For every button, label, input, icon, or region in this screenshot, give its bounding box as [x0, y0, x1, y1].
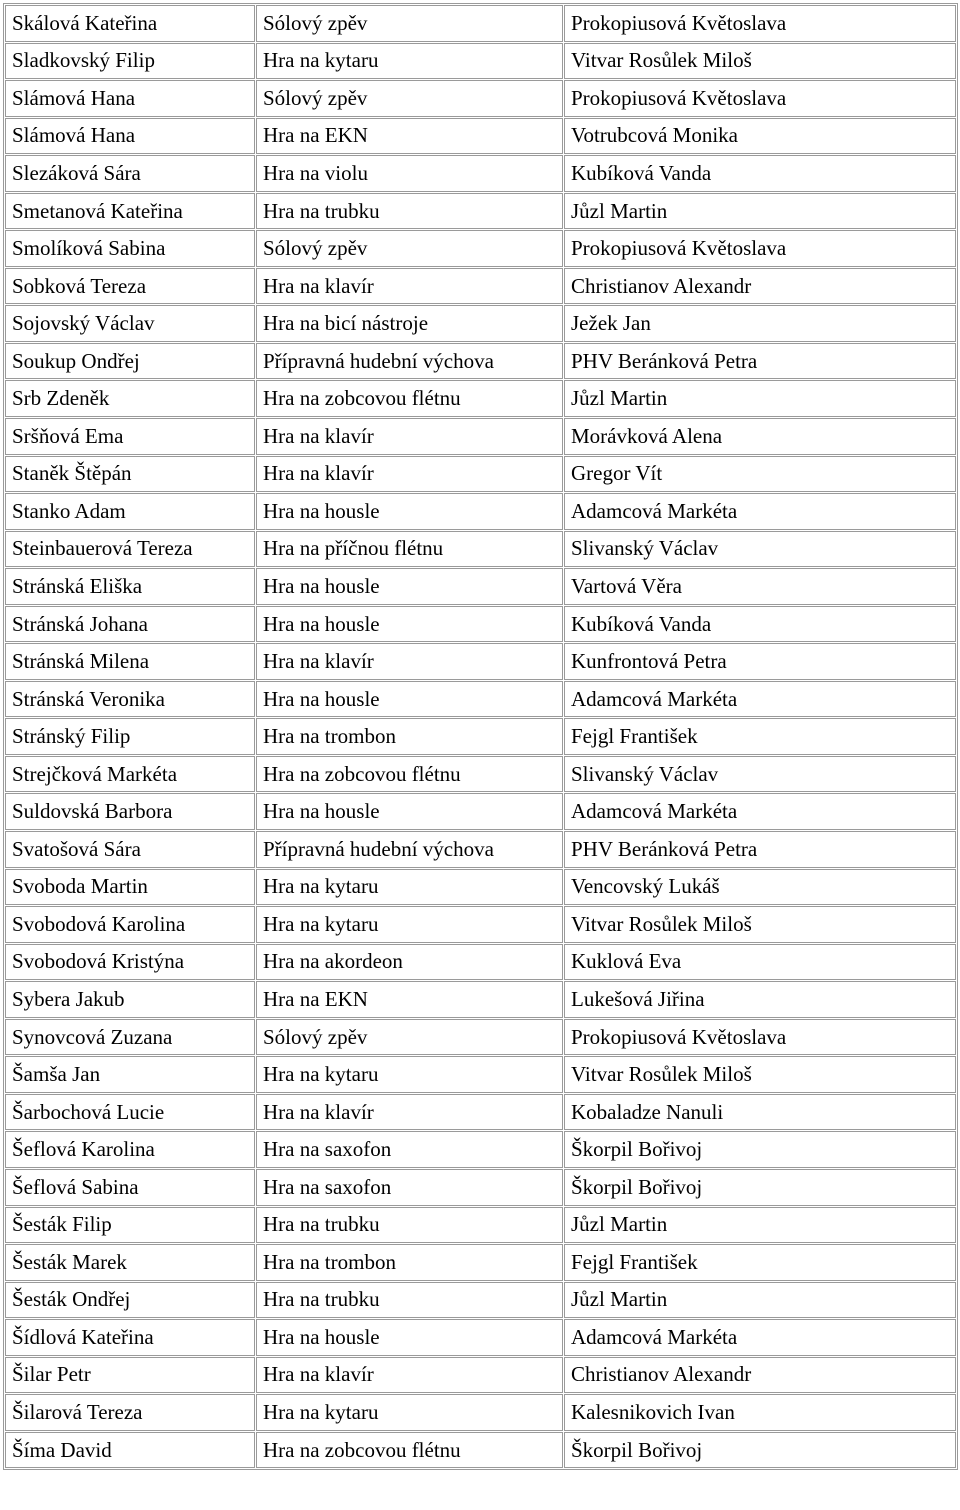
- roster-body: [5, 5, 956, 1468]
- subject-cell: Hra na housle: [256, 606, 563, 643]
- subject-cell: Hra na housle: [256, 568, 563, 605]
- subject-cell: Sólový zpěv: [256, 1019, 563, 1056]
- student-name-cell: Steinbauerová Tereza: [5, 531, 255, 568]
- table-row: [5, 1056, 956, 1093]
- table-row: [5, 456, 956, 493]
- teacher-cell: Jůzl Martin: [564, 380, 956, 417]
- student-name-cell: Suldovská Barbora: [5, 793, 255, 830]
- teacher-cell: Prokopiusová Květoslava: [564, 5, 956, 42]
- teacher-cell: Slivanský Václav: [564, 531, 956, 568]
- subject-cell: Hra na saxofon: [256, 1131, 563, 1168]
- subject-cell: Hra na kytaru: [256, 906, 563, 943]
- table-row: [5, 155, 956, 192]
- table-row: [5, 1094, 956, 1131]
- subject-cell: Přípravná hudební výchova: [256, 343, 563, 380]
- student-name-cell: Šesták Marek: [5, 1244, 255, 1281]
- table-row: [5, 418, 956, 455]
- subject-cell: Hra na klavír: [256, 1094, 563, 1131]
- student-name-cell: Svoboda Martin: [5, 869, 255, 906]
- table-row: [5, 756, 956, 793]
- teacher-cell: Kuklová Eva: [564, 944, 956, 981]
- teacher-cell: Jůzl Martin: [564, 1207, 956, 1244]
- table-row: [5, 230, 956, 267]
- table-row: [5, 305, 956, 342]
- teacher-cell: Škorpil Bořivoj: [564, 1169, 956, 1206]
- subject-cell: Hra na klavír: [256, 1357, 563, 1394]
- table-row: [5, 793, 956, 830]
- table-row: [5, 380, 956, 417]
- table-row: [5, 1357, 956, 1394]
- table-row: [5, 906, 956, 943]
- table-row: [5, 718, 956, 755]
- teacher-cell: Kubíková Vanda: [564, 606, 956, 643]
- table-row: [5, 1282, 956, 1319]
- subject-cell: Hra na klavír: [256, 643, 563, 680]
- subject-cell: Hra na příčnou flétnu: [256, 531, 563, 568]
- teacher-cell: Škorpil Bořivoj: [564, 1131, 956, 1168]
- student-name-cell: Skálová Kateřina: [5, 5, 255, 42]
- teacher-cell: Vitvar Rosůlek Miloš: [564, 906, 956, 943]
- teacher-cell: Prokopiusová Květoslava: [564, 1019, 956, 1056]
- teacher-cell: Vitvar Rosůlek Miloš: [564, 43, 956, 80]
- teacher-cell: Vencovský Lukáš: [564, 869, 956, 906]
- student-name-cell: Stránský Filip: [5, 718, 255, 755]
- table-row: [5, 944, 956, 981]
- student-roster-sheet: [3, 3, 956, 1470]
- subject-cell: Hra na klavír: [256, 456, 563, 493]
- subject-cell: Hra na saxofon: [256, 1169, 563, 1206]
- student-name-cell: Stránská Milena: [5, 643, 255, 680]
- student-name-cell: Soukup Ondřej: [5, 343, 255, 380]
- teacher-cell: Gregor Vít: [564, 456, 956, 493]
- teacher-cell: Christianov Alexandr: [564, 1357, 956, 1394]
- student-name-cell: Smetanová Kateřina: [5, 193, 255, 230]
- student-roster-table: [3, 3, 958, 1470]
- table-row: [5, 1207, 956, 1244]
- subject-cell: Hra na housle: [256, 793, 563, 830]
- subject-cell: Hra na zobcovou flétnu: [256, 380, 563, 417]
- subject-cell: Hra na housle: [256, 493, 563, 530]
- teacher-cell: Lukešová Jiřina: [564, 981, 956, 1018]
- teacher-cell: Jůzl Martin: [564, 1282, 956, 1319]
- teacher-cell: Slivanský Václav: [564, 756, 956, 793]
- student-name-cell: Šarbochová Lucie: [5, 1094, 255, 1131]
- student-name-cell: Svobodová Kristýna: [5, 944, 255, 981]
- table-row: [5, 493, 956, 530]
- subject-cell: Hra na zobcovou flétnu: [256, 756, 563, 793]
- teacher-cell: Jůzl Martin: [564, 193, 956, 230]
- table-row: [5, 268, 956, 305]
- teacher-cell: Prokopiusová Květoslava: [564, 80, 956, 117]
- student-name-cell: Šíma David: [5, 1432, 255, 1469]
- table-row: [5, 118, 956, 155]
- teacher-cell: PHV Beránková Petra: [564, 831, 956, 868]
- student-name-cell: Smolíková Sabina: [5, 230, 255, 267]
- subject-cell: Hra na kytaru: [256, 1056, 563, 1093]
- table-row: [5, 343, 956, 380]
- subject-cell: Sólový zpěv: [256, 230, 563, 267]
- student-name-cell: Stránská Eliška: [5, 568, 255, 605]
- table-row: [5, 531, 956, 568]
- subject-cell: Hra na klavír: [256, 268, 563, 305]
- teacher-cell: Adamcová Markéta: [564, 493, 956, 530]
- teacher-cell: Škorpil Bořivoj: [564, 1432, 956, 1469]
- student-name-cell: Stanko Adam: [5, 493, 255, 530]
- teacher-cell: Ježek Jan: [564, 305, 956, 342]
- student-name-cell: Strejčková Markéta: [5, 756, 255, 793]
- student-name-cell: Sršňová Ema: [5, 418, 255, 455]
- subject-cell: Hra na housle: [256, 681, 563, 718]
- teacher-cell: Votrubcová Monika: [564, 118, 956, 155]
- teacher-cell: Kalesnikovich Ivan: [564, 1394, 956, 1431]
- teacher-cell: Morávková Alena: [564, 418, 956, 455]
- subject-cell: Hra na kytaru: [256, 1394, 563, 1431]
- student-name-cell: Slámová Hana: [5, 118, 255, 155]
- table-row: [5, 831, 956, 868]
- student-name-cell: Šesták Filip: [5, 1207, 255, 1244]
- teacher-cell: Vitvar Rosůlek Miloš: [564, 1056, 956, 1093]
- subject-cell: Sólový zpěv: [256, 80, 563, 117]
- subject-cell: Hra na klavír: [256, 418, 563, 455]
- table-row: [5, 1394, 956, 1431]
- subject-cell: Hra na EKN: [256, 981, 563, 1018]
- teacher-cell: Adamcová Markéta: [564, 1319, 956, 1356]
- table-row: [5, 1131, 956, 1168]
- teacher-cell: Fejgl František: [564, 718, 956, 755]
- teacher-cell: Vartová Věra: [564, 568, 956, 605]
- student-name-cell: Sybera Jakub: [5, 981, 255, 1018]
- subject-cell: Hra na housle: [256, 1319, 563, 1356]
- student-name-cell: Šeflová Sabina: [5, 1169, 255, 1206]
- table-row: [5, 193, 956, 230]
- table-row: [5, 80, 956, 117]
- student-name-cell: Šilarová Tereza: [5, 1394, 255, 1431]
- student-name-cell: Šamša Jan: [5, 1056, 255, 1093]
- table-row: [5, 643, 956, 680]
- subject-cell: Hra na trubku: [256, 193, 563, 230]
- student-name-cell: Svobodová Karolina: [5, 906, 255, 943]
- table-row: [5, 1432, 956, 1469]
- teacher-cell: Fejgl František: [564, 1244, 956, 1281]
- subject-cell: Hra na EKN: [256, 118, 563, 155]
- subject-cell: Hra na trubku: [256, 1282, 563, 1319]
- table-row: [5, 981, 956, 1018]
- student-name-cell: Šeflová Karolina: [5, 1131, 255, 1168]
- table-row: [5, 568, 956, 605]
- student-name-cell: Srb Zdeněk: [5, 380, 255, 417]
- subject-cell: Hra na trombon: [256, 1244, 563, 1281]
- table-row: [5, 1019, 956, 1056]
- teacher-cell: Adamcová Markéta: [564, 793, 956, 830]
- student-name-cell: Šesták Ondřej: [5, 1282, 255, 1319]
- teacher-cell: PHV Beránková Petra: [564, 343, 956, 380]
- table-row: [5, 869, 956, 906]
- student-name-cell: Slezáková Sára: [5, 155, 255, 192]
- subject-cell: Hra na zobcovou flétnu: [256, 1432, 563, 1469]
- student-name-cell: Sladkovský Filip: [5, 43, 255, 80]
- student-name-cell: Synovcová Zuzana: [5, 1019, 255, 1056]
- teacher-cell: Christianov Alexandr: [564, 268, 956, 305]
- subject-cell: Hra na violu: [256, 155, 563, 192]
- subject-cell: Hra na trombon: [256, 718, 563, 755]
- subject-cell: Přípravná hudební výchova: [256, 831, 563, 868]
- table-row: [5, 43, 956, 80]
- student-name-cell: Staněk Štěpán: [5, 456, 255, 493]
- table-row: [5, 681, 956, 718]
- student-name-cell: Šídlová Kateřina: [5, 1319, 255, 1356]
- table-row: [5, 1169, 956, 1206]
- table-row: [5, 1319, 956, 1356]
- subject-cell: Sólový zpěv: [256, 5, 563, 42]
- subject-cell: Hra na kytaru: [256, 43, 563, 80]
- teacher-cell: Kubíková Vanda: [564, 155, 956, 192]
- teacher-cell: Adamcová Markéta: [564, 681, 956, 718]
- subject-cell: Hra na akordeon: [256, 944, 563, 981]
- teacher-cell: Prokopiusová Květoslava: [564, 230, 956, 267]
- student-name-cell: Svatošová Sára: [5, 831, 255, 868]
- table-row: [5, 1244, 956, 1281]
- subject-cell: Hra na bicí nástroje: [256, 305, 563, 342]
- student-name-cell: Šilar Petr: [5, 1357, 255, 1394]
- student-name-cell: Slámová Hana: [5, 80, 255, 117]
- subject-cell: Hra na kytaru: [256, 869, 563, 906]
- teacher-cell: Kunfrontová Petra: [564, 643, 956, 680]
- subject-cell: Hra na trubku: [256, 1207, 563, 1244]
- table-row: [5, 606, 956, 643]
- table-row: [5, 5, 956, 42]
- student-name-cell: Stránská Veronika: [5, 681, 255, 718]
- student-name-cell: Stránská Johana: [5, 606, 255, 643]
- teacher-cell: Kobaladze Nanuli: [564, 1094, 956, 1131]
- student-name-cell: Sojovský Václav: [5, 305, 255, 342]
- student-name-cell: Sobková Tereza: [5, 268, 255, 305]
